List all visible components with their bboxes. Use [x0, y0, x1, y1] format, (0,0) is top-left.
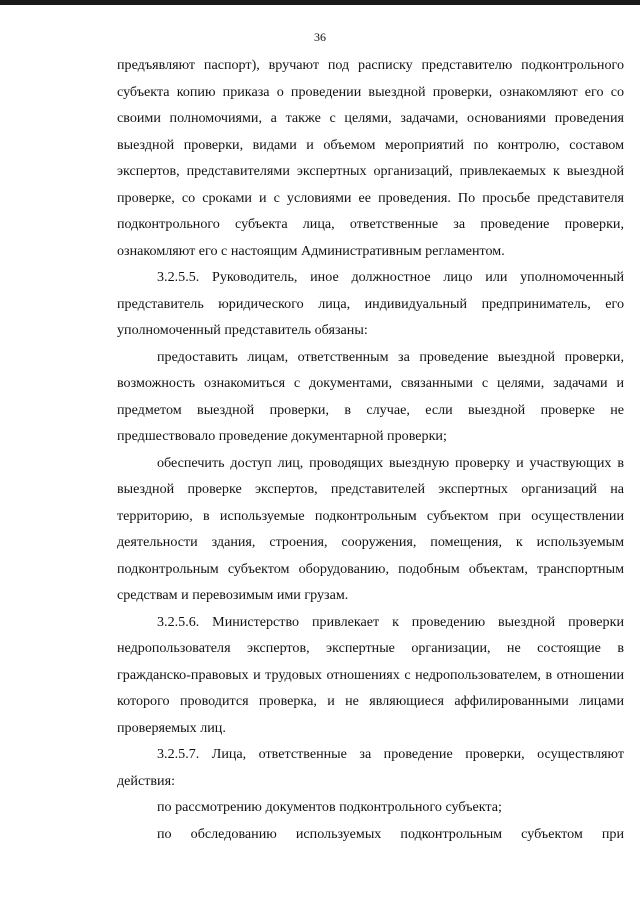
paragraph-3-2-5-7: 3.2.5.7. Лица, ответственные за проведение проверки, осуществляют действия: — [117, 746, 624, 789]
paragraph-3-2-5-6: 3.2.5.6. Министерство привлекает к проведению выездной проверки недропользователя экспертов, экспертные организации, не состоящие в гражданско-правовых и трудовых отношениях с недропользователем, в отношении которого проводится проверка, и не являющиеся аффилированными лицами проверяемых лиц. — [117, 613, 624, 736]
paragraph-intro-continuation: предъявляют паспорт), вручают под расписку представителю подконтрольного субъекта копию приказа о проведении выездной проверки, ознакомляют его со своими полномочиями, а также с целями, задачами, основаниями проведения выездной проверки, видами и объемом мероприятий по контролю, составом экспертов, представителями экспертных организаций, привлекаемых к выездной проверке, со сроками и с условиями ее проведения. По просьбе представителя подконтрольного субъекта лица, ответственные за проведение проверки, ознакомляют его с настоящим Административным регламентом. — [117, 57, 624, 259]
paragraph-3-2-5-5: 3.2.5.5. Руководитель, иное должностное лицо или уполномоченный представитель юридического лица, индивидуальный предприниматель, его уполномоченный представитель обязаны: — [117, 269, 624, 338]
paragraph-ensure-access-territory: обеспечить доступ лиц, проводящих выездную проверку и участвующих в выездной проверке экспертов, представителей экспертных организаций на территорию, в используемые подконтрольным субъектом при осуществлении деятельности здания, строения, сооружения, помещения, к используемым подконтрольным субъектом оборудованию, подобным объектам, транспортным средствам и перевозимым ими грузам. — [117, 454, 624, 603]
top-border-rule — [0, 0, 640, 5]
page-number: 36 — [314, 30, 326, 44]
document-body — [117, 52, 624, 847]
paragraph-inspection-continued: по обследованию используемых подконтрольным субъектом при — [157, 825, 624, 842]
paragraph-review-documents: по рассмотрению документов подконтрольного субъекта; — [157, 799, 502, 815]
paragraph-provide-access-documents: предоставить лицам, ответственным за проведение выездной проверки, возможность ознакомиться с документами, связанными с целями, задачами и предметом выездной проверки, в случае, если выездной проверке не предшествовало проведение документарной проверки; — [117, 348, 624, 444]
